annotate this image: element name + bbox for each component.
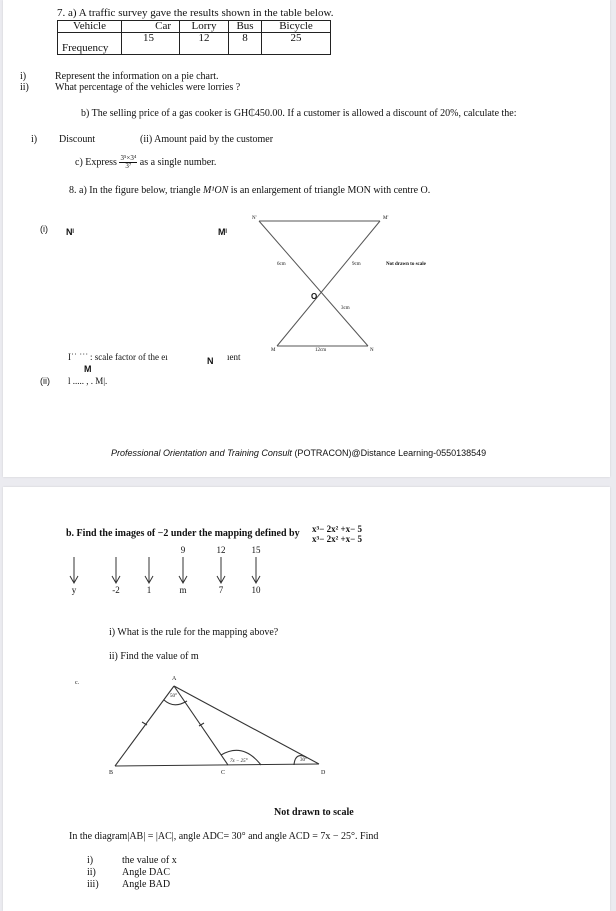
not-to-scale-note: Not drawn to scale [274,807,354,818]
part-c-item-text: Angle BAD [122,879,171,890]
q8-garbled-text-b: : scale factor of the eı [90,352,168,362]
angle-a-label: 50° [170,694,177,699]
mapping-domain-value: 15 [251,545,261,555]
label-n-overlay: N [207,356,214,366]
mapping-range-value: 7 [218,585,224,595]
vertex-n-prime: N' [252,216,257,221]
enlargement-figure [3,0,610,477]
length-mn: 12cm [315,348,327,353]
vertex-c: C [221,770,226,776]
mapping-range-value: y [71,585,77,595]
table-cell-lorry: 12 [180,33,229,55]
q7-item-num: ii) [20,82,29,93]
length-om-prime: 9cm [352,262,361,267]
document-page-2 [3,487,610,911]
table-header-vehicle: Vehicle [58,21,122,33]
q7b-item-discount: Discount [59,134,96,145]
q8-garbled-text-2: l ..... , . M|. [68,376,108,386]
table-cell-bus: 8 [229,33,262,55]
part-c-item-text: the value of x [122,855,177,866]
q7b-item-amount: (ii) Amount paid by the customer [140,134,274,145]
mapping-range-value: 10 [251,585,261,595]
part-c-item-text: Angle DAC [122,867,171,878]
q8-item-ii-num: (ii) [40,376,50,386]
label-m-prime: Mˡ [218,227,227,237]
vertex-b: B [109,770,114,776]
q8-intro-triangle: M¹ON [203,185,229,196]
q7-item-num: i) [20,71,27,82]
not-to-scale-note: Not drawn to scale [386,262,426,267]
q8-garbled-text-a: I˙˙ ˙˙˙ [68,352,89,362]
angle-d-label: 30° [300,758,307,763]
edge-m-prime-m [277,221,380,346]
mapping-domain-value: 9 [180,545,186,555]
table-cell-bicycle: 25 [262,33,331,55]
part-c-item-num: i) [87,855,94,866]
page-footer [111,448,486,458]
q8-garbled-text-c: ıent [227,352,241,362]
vertex-m-prime: M' [383,216,389,221]
q7-item-text: What percentage of the vehicles were lorries ? [55,82,241,93]
footer-contact: (POTRACON)@Distance Learning-0550138549 [291,448,487,458]
vertex-a: A [172,676,177,682]
table-header-bicycle: Bicycle [262,21,331,33]
table-header-lorry: Lorry [180,21,229,33]
edge-n-prime-n [259,221,368,346]
mapping-question-2: ii) Find the value of m [109,651,199,662]
q7-part-b: b) The selling price of a gas cooker is GH₵450.00. If a customer is allowed a discount of 20%, calculate the: [81,108,517,119]
angle-acd-label: 7x − 25° [230,759,248,764]
edge-bd [115,764,319,766]
q8-item-i-num: (i) [40,224,48,234]
vertex-m: M [271,348,276,353]
mapping-range-value: -2 [112,585,120,595]
q7b-item-num: i) [31,134,38,145]
q8-intro-prefix: 8. a) In the figure below, triangle [69,185,201,196]
q7-intro: 7. a) A traffic survey gave the results shown in the table below. [57,7,334,19]
vertex-d: D [321,770,326,776]
table-cell-car: 15 [122,33,180,55]
mapping-range-value: 1 [146,585,152,595]
vertex-n: N [370,348,374,353]
vertex-o: O [311,292,318,301]
edge-ac [174,686,228,765]
part-c-item-num: iii) [87,879,99,890]
footer-org-name: Professional Orientation and Training Consult [111,448,292,458]
q8-intro-suffix: is an enlargement of triangle MON with centre O. [230,185,431,196]
document-page-1 [3,0,610,477]
length-on: 3cm [341,306,350,311]
label-m-overlay: M [84,364,92,374]
fraction-denominator: 3⁷ [125,162,132,170]
table-header-car: Car [122,21,180,33]
table-header-bus: Bus [229,21,262,33]
label-n-prime: Nˡ [66,227,74,237]
mapping-range-value: m [179,585,187,595]
length-on-prime: 6cm [277,262,286,267]
expression-numerator: x³− 2x² +x− 5 [312,524,363,534]
q7-item-text: Represent the information on a pie chart. [55,71,219,82]
triangle-figure [3,487,610,911]
part-c-item-num: ii) [87,867,96,878]
fraction-numerator: 3⁵×3⁴ [120,154,137,162]
q7c-prefix: c) Express [75,156,117,168]
part-c-label: c. [75,680,80,686]
table-row-label: Frequency [58,33,122,55]
expression-denominator: x³− 2x² +x− 5 [312,534,363,544]
part-c-statement: In the diagram|AB| = |AC|, angle ADC= 30° and angle ACD = 7x − 25°. Find [69,831,379,842]
mapping-question-1: i) What is the rule for the mapping above? [109,627,279,638]
mapping-domain-value: 12 [216,545,226,555]
q7c-suffix: as a single number. [139,156,217,168]
q-part-b-text: b. Find the images of −2 under the mapping defined by [66,528,300,539]
edge-ab [115,686,174,766]
